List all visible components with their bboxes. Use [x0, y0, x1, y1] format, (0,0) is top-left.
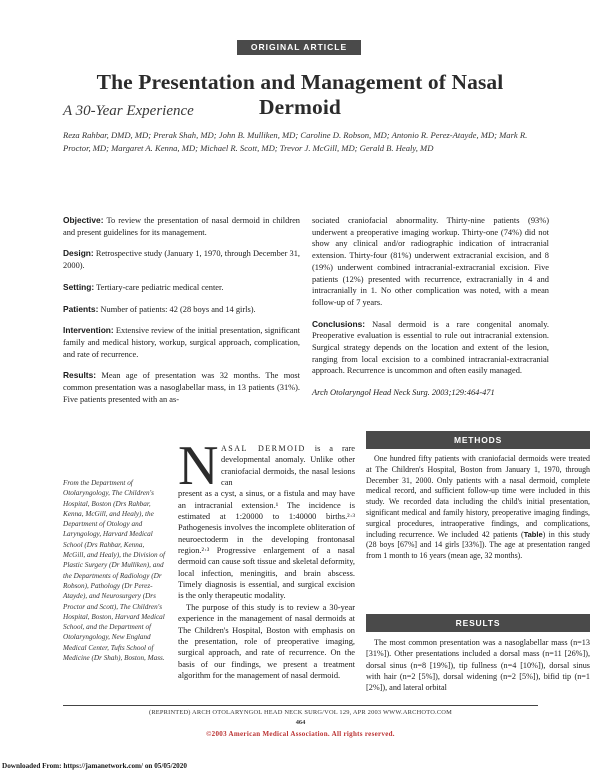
download-label: Downloaded From:	[2, 762, 62, 770]
section-label: ORIGINAL ARTICLE	[237, 40, 361, 55]
abstract-design	[63, 248, 300, 271]
methods-paragraph	[366, 454, 590, 562]
abstract-results	[63, 370, 300, 405]
article-title: The Presentation and Management of Nasal Dermoid	[96, 70, 504, 119]
patients-text: Number of patients: 42 (28 boys and 14 girls).	[100, 304, 256, 314]
conclusions-text: Nasal dermoid is a rare congenital anomaly. Preoperative evaluation is essential to rule out intracranial extension. Surgical strategy depends on the location and extent of the lesion, ranging from local excision to a combined intracranial-extracranial approach. Recurrence is uncommon and often easily managed.	[312, 319, 549, 376]
design-label: Design:	[63, 248, 94, 259]
intro-lead: ASAL DERMOID	[221, 444, 306, 453]
abstract-patients	[63, 304, 300, 316]
methods-body	[366, 454, 590, 562]
author-list: Reza Rahbar, DMD, MD; Prerak Shah, MD; John B. Mulliken, MD; Caroline D. Robson, MD; Antonio R. Perez-Atayde, MD; Mark R. Proctor, MD; Margaret A. Kenna, MD; Michael R. Scott, MD; Trevor J. McGill, MD; Gerald B. Healy, MD	[63, 130, 528, 153]
abstract-conclusions	[312, 319, 549, 378]
abstract-intervention	[63, 325, 300, 360]
results-paragraph: The most common presentation was a nasoglabellar mass (n=13 [31%]). Other presentations included a dorsal mass (n=11 [26%]), dorsal sinus (n=8 [19%]), tip fullness (n=4 [10%]), dorsal sinus with hair (n=2 [5%]), dorsal widening (n=2 [5%]), bifid tip (n=1 [2%]), and lateral orbital	[366, 638, 590, 693]
results-body	[366, 637, 590, 693]
intro-p1-b: present as a cyst, a sinus, or a fistula and may have an intracranial extension.¹ The incidence is estimated at 1:20000 to 1:40000 births.²·³ Pathogenesis involves the incomplete obliteration of neuroectoderm in the developing frontonasal region.²·³ Progressive enlargement of a nasal dermoid can cause soft tissue and skeletal deformity, local infection, meningitis, and brain abscess. Timely diagnosis is essential, and surgical excision is the only therapeutic modality.	[178, 489, 355, 601]
abstract-setting	[63, 282, 300, 294]
design-text: Retrospective study (January 1, 1970, through December 31, 2000).	[63, 249, 300, 271]
intro-paragraph-2: The purpose of this study is to review a 30-year experience in the management of nasal dermoids at The Children's Hospital, Boston with emphasis on the presentation, role of preoperative imaging, surgical approach, and rate of recurrence. On the basis of our findings, we present a treatment algorithm for the management of nasal dermoid.	[178, 602, 355, 680]
conclusions-label: Conclusions:	[312, 318, 366, 329]
objective-label: Objective:	[63, 215, 104, 225]
objective-text: To review the presentation of nasal dermoid in children and present guidelines for its management.	[63, 216, 300, 237]
methods-text-b: ) in this study (28 boys [67%] and 14 girls [33%]). The age at presentation ranged from 1 month to 16 years (mean age, 32 months).	[366, 529, 590, 561]
methods-heading: METHODS	[366, 431, 590, 449]
patients-label: Patients:	[63, 303, 99, 314]
abstract-right-column	[312, 215, 549, 409]
methods-text-a: One hundred fifty patients with craniofacial dermoids were treated at The Children's Hospital, Boston from January 1, 1970, through December 31, 2000. Only patients with a nasal dermoid, complete medical record, and sufficient follow-up time were included in this study. We recorded data including the child's initial presentation, significant medical and family history, preoperative imaging findings, surgical procedures, intraoperative findings, and complications, including recurrence. We included 42 patients (	[366, 454, 590, 539]
journal-footer: (REPRINTED) ARCH OTOLARYNGOL HEAD NECK SURG/VOL 129, APR 2003 WWW.ARCHOTO.COM	[149, 709, 452, 716]
article-subtitle: A 30-Year Experience	[63, 103, 194, 119]
results-heading: RESULTS	[366, 614, 590, 632]
page-number: 464	[295, 719, 306, 726]
setting-label: Setting:	[63, 281, 95, 292]
citation: Arch Otolaryngol Head Neck Surg. 2003;129:464-471	[312, 388, 495, 398]
results-text: Mean age of presentation was 32 months. The most common presentation was a nasoglabellar mass, in 13 patients (31%). Five patients presented with an as-	[63, 371, 300, 404]
footer-rule	[63, 705, 538, 706]
intervention-label: Intervention:	[63, 325, 114, 336]
introduction-body	[178, 443, 355, 681]
drop-cap: N	[178, 435, 219, 497]
intro-p1-a: is a rare developmental anomaly. Unlike other craniofacial dermoids, the nasal lesions can	[221, 444, 355, 488]
setting-text: Tertiary-care pediatric medical center.	[96, 282, 224, 292]
copyright-notice: ©2003 American Medical Association. All rights reserved.	[206, 730, 395, 738]
affiliations: From the Department of Otolaryngology, The Children's Hospital, Boston (Drs Rahbar, Kenna, McGill, and Healy), the Department of Otology and Laryngology, Harvard Medical School (Drs Rahbar, Kenna, McGill, and Healy), the Division of Plastic Surgery (Dr Mulliken), and the Departments of Radiology (Dr Robson), Pathology (Dr Perez-Atayde), and Neurosurgery (Drs Proctor and Scott), The Children's Hospital, Boston, Harvard Medical School, and the Department of Otolaryngology, New England Medical Center, Tufts School of Medicine (Dr Shah), Boston, Mass.	[63, 479, 166, 663]
results-label: Results:	[63, 370, 97, 381]
download-url[interactable]: https://jamanetwork.com/ on 05/05/2020	[63, 762, 187, 770]
download-line	[2, 762, 187, 770]
intervention-text: Extensive review of the initial presentation, significant family and medical history, workup, surgical approach, complication, and rate of recurrence.	[63, 326, 301, 359]
abstract-objective	[63, 215, 300, 238]
abstract-left-column	[63, 215, 300, 415]
table-reference[interactable]: Table	[523, 529, 543, 539]
intro-paragraph-1	[178, 443, 355, 602]
abstract-results-continued: sociated craniofacial abnormality. Thirty-nine patients (93%) underwent a preoperative imaging workup. Thirty-one (74%) did not show any clinical and/or radiographic indication of intracranial extension. Thirty-four (81%) underwent extracranial excision, and 8 (19%) underwent combined intracranial-extracranial excision. Five patients (12%) presented with recurrence, extracranially in 4 and intracranially in 1. No other complication was noted, with a mean follow-up of 7 years.	[312, 216, 549, 307]
